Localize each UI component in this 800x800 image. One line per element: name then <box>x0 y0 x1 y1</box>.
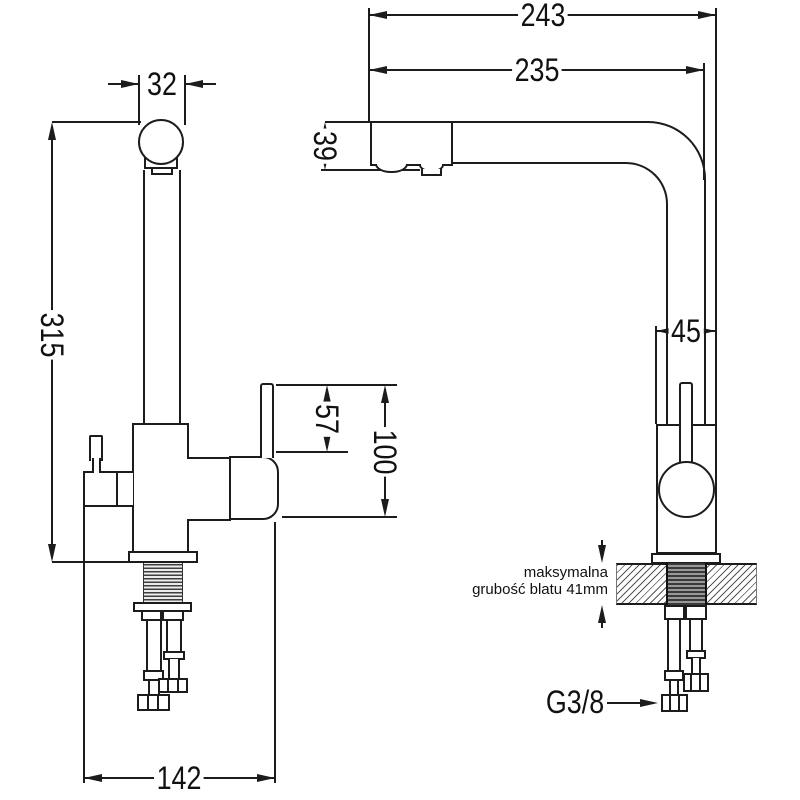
ext-line-39-top <box>325 121 370 123</box>
arrow-315-bottom <box>48 544 56 562</box>
ext-line-315-bottom <box>52 561 129 563</box>
ext-line-100-bottom <box>282 516 397 518</box>
ext-line-243-right <box>715 8 717 424</box>
front-hose-fitting-left <box>141 610 162 621</box>
dim-label-315: 315 <box>36 310 68 360</box>
arrow-235-right <box>686 66 704 74</box>
dim-label-45: 45 <box>669 315 704 347</box>
side-hose-left-nut-facet-2 <box>678 695 680 711</box>
side-hose-left-nut <box>661 694 688 712</box>
front-handle-lever <box>260 383 274 458</box>
arrow-243-left <box>369 11 387 19</box>
thread-leader-line <box>607 702 642 704</box>
front-hose-right-nut-facet-1 <box>167 679 169 692</box>
front-mounting-flange <box>128 551 198 563</box>
dim-label-235: 235 <box>512 54 562 86</box>
arrow-57-top <box>323 385 331 403</box>
counter-arrow-top <box>598 545 606 563</box>
arrow-315-top <box>48 122 56 140</box>
arrow-57-bottom <box>323 434 331 452</box>
side-hose-fitting-right <box>685 605 707 620</box>
front-head-ball <box>138 119 184 165</box>
front-hose-right-nut-facet-2 <box>177 679 179 692</box>
side-hose-fitting-left <box>664 605 685 620</box>
side-hose-left-nut-facet-1 <box>669 695 671 711</box>
ext-line-315-top <box>52 121 141 123</box>
ext-line-45-left <box>655 326 657 424</box>
ext-line-39-bottom <box>321 169 420 171</box>
ext-line-142-left <box>83 507 85 783</box>
side-hose-right-thin <box>691 658 701 674</box>
side-hose-left-thin <box>669 681 679 695</box>
arrow-235-left <box>369 66 387 74</box>
side-handle-ball-joint <box>658 461 715 518</box>
front-hose-left-nut-facet-1 <box>147 695 149 710</box>
front-spout-cap <box>229 456 279 520</box>
dim-label-100: 100 <box>369 427 401 477</box>
front-filter-lever-foot <box>92 458 101 473</box>
front-threaded-shank <box>143 563 183 604</box>
side-aerator-main <box>375 164 408 173</box>
front-hose-left-nut-facet-2 <box>157 695 159 710</box>
side-hose-right-nut-facet-1 <box>690 674 692 691</box>
side-hose-right-nut <box>683 673 709 692</box>
front-hose-fitting-right <box>162 610 184 621</box>
arrow-142-left <box>84 774 102 782</box>
side-aerator-filter-nozzle <box>421 169 442 176</box>
ext-line-243-left <box>368 8 370 121</box>
thread-leader-arrow <box>640 699 658 707</box>
front-right-arm <box>187 457 231 521</box>
front-hose-right-tube <box>166 621 182 652</box>
dim-label-243: 243 <box>518 0 568 31</box>
counter-thickness-note-line1: maksymalna <box>523 564 608 581</box>
side-hose-right-tube <box>689 620 703 650</box>
ext-line-57-100-top <box>276 384 397 386</box>
dim-label-142: 142 <box>154 762 204 794</box>
front-left-arm <box>83 471 133 507</box>
side-threaded-shank <box>666 563 707 605</box>
front-body <box>132 423 189 553</box>
ext-line-142-right <box>274 522 276 783</box>
spout-pipe-inner-bend <box>440 162 668 424</box>
arrow-243-right <box>698 11 716 19</box>
front-hose-left-tube <box>146 621 162 672</box>
front-left-arm-joint-line <box>116 472 118 505</box>
dim-label-39: 39 <box>309 129 341 164</box>
front-hose-left-nut <box>137 694 170 711</box>
counter-thickness-note-line2: grubość blatu 41mm <box>472 581 608 598</box>
front-hose-right-thin <box>168 659 180 679</box>
dim-label-57: 57 <box>311 402 343 437</box>
arrow-142-right <box>257 774 275 782</box>
side-handle-lever <box>679 382 693 464</box>
counter-thickness-note <box>450 564 608 598</box>
ext-line-57-bottom <box>276 451 348 453</box>
side-spout-head <box>370 121 453 166</box>
counter-arrow-bottom <box>598 605 606 623</box>
dim-label-32: 32 <box>145 68 180 100</box>
front-head-cap-step <box>151 167 173 175</box>
ext-line-235-right <box>703 63 705 180</box>
side-hose-left-tube <box>667 620 681 672</box>
front-hose-right-nut <box>158 678 188 693</box>
arrow-32-right <box>185 80 203 88</box>
arrow-100-top <box>381 385 389 403</box>
side-hose-right-nut-facet-2 <box>699 674 701 691</box>
thread-size-label: G3/8 <box>543 686 606 718</box>
arrow-32-left <box>121 80 139 88</box>
side-hose-left-step <box>664 670 684 681</box>
arrow-100-bottom <box>381 499 389 517</box>
front-stem <box>143 170 181 426</box>
